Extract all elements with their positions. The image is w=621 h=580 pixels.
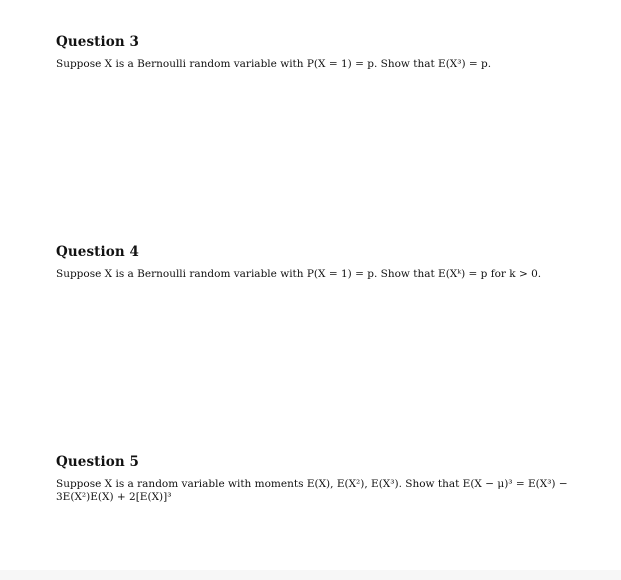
question-5 <box>56 454 584 504</box>
question-3 <box>56 34 584 71</box>
question-title: Question 4 <box>56 244 140 260</box>
question-title: Question 3 <box>56 34 140 50</box>
page-bottom-edge <box>0 570 621 580</box>
question-text: Suppose X is a Bernoulli random variable with P(X = 1) = p. Show that E(X³) = p. <box>56 58 492 70</box>
question-4 <box>56 244 584 281</box>
question-text: Suppose X is a random variable with moments E(X), E(X²), E(X³). Show that E(X − μ)³ = E(X³) − 3E(X²)E(X) + 2[E(X)]³ <box>56 478 568 503</box>
question-title: Question 5 <box>56 454 140 470</box>
question-text: Suppose X is a Bernoulli random variable with P(X = 1) = p. Show that E(Xᵏ) = p for k > 0. <box>56 268 542 280</box>
